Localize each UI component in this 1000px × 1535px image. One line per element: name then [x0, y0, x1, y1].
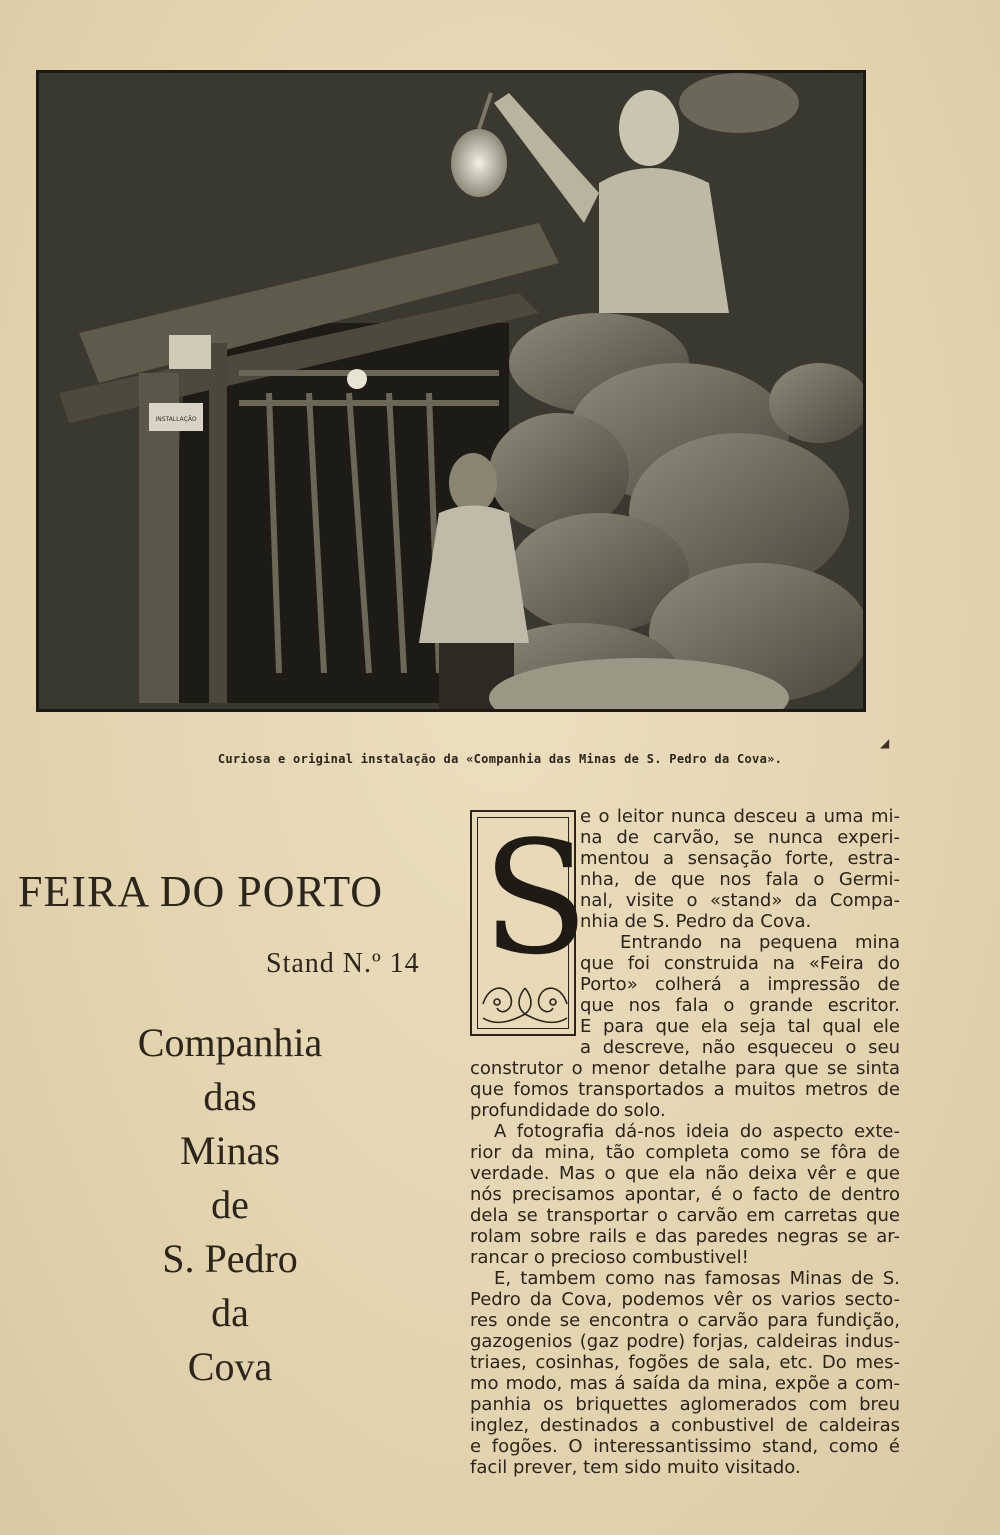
article-line: a descreve, não esqueceu o seu — [580, 1037, 900, 1058]
article-line: dela se transportar o carvão em carretas que — [470, 1205, 900, 1226]
article-line: E para que ela seja tal qual ele — [580, 1016, 900, 1037]
article-body — [470, 806, 900, 1478]
company-line: da — [211, 1290, 249, 1335]
company-line: S. Pedro — [162, 1236, 298, 1281]
article-line: panhia os briquettes aglomerados com breu — [470, 1394, 900, 1415]
article-line: e fogões. O interessantissimo stand, como é — [470, 1436, 900, 1457]
company-line: de — [211, 1182, 249, 1227]
article-line: nós precisamos apontar, é o facto de dentro — [470, 1184, 900, 1205]
page-title: FEIRA DO PORTO — [18, 867, 384, 916]
article-line: res onde se encontra o carvão para fundição, — [470, 1310, 900, 1331]
company-line: Companhia — [137, 1020, 323, 1065]
company-line: Minas — [180, 1128, 280, 1173]
article-line: e o leitor nunca desceu a uma mi- — [580, 806, 900, 827]
article-line: nha, de que nos fala o Germi- — [580, 869, 900, 890]
article-line: gazogenios (gaz podre) forjas, caldeiras indus- — [470, 1331, 900, 1352]
article-line: construtor o menor detalhe para que se sinta — [470, 1058, 900, 1079]
initial-letter: S — [482, 807, 589, 989]
article-line: que nos fala o grande escritor. — [580, 995, 900, 1016]
article-line: na de carvão, se nunca experi- — [580, 827, 900, 848]
article-line: rolam sobre rails e das paredes negras se ar- — [470, 1226, 900, 1247]
article-line: mentou a sensação forte, estra- — [580, 848, 900, 869]
company-name — [90, 1016, 370, 1394]
photo-sign-text: INSTALLAÇÃO — [155, 416, 197, 423]
article-line: nal, visite o «stand» da Compa- — [580, 890, 900, 911]
article-line: triaes, cosinhas, fogões de sala, etc. Do mes- — [470, 1352, 900, 1373]
stand-number: Stand N.º 14 — [266, 948, 420, 979]
article-line: rancar o precioso combustivel! — [470, 1247, 749, 1268]
article-line: profundidade do solo. — [470, 1100, 666, 1121]
article-line: E, tambem como nas famosas Minas de S. — [494, 1268, 900, 1289]
heading-column — [0, 0, 470, 1535]
article-line: Porto» colherá a impressão de — [580, 974, 900, 995]
article-line: rior da mina, tão completa como se fôra de — [470, 1142, 900, 1163]
article-line: Entrando na pequena mina — [620, 932, 900, 953]
article-line: verdade. Mas o que ela não deixa vêr e que — [470, 1163, 900, 1184]
article-line: mo modo, mas á saída da mina, expõe a com- — [470, 1373, 900, 1394]
article-line: que foi construida na «Feira do — [580, 953, 900, 974]
article-line: Pedro da Cova, podemos vêr os varios secto- — [470, 1289, 900, 1310]
article-line: A fotografia dá-nos ideia do aspecto exte- — [494, 1121, 900, 1142]
photo-caption: Curiosa e original instalação da «Companhia das Minas de S. Pedro da Cova». — [217, 752, 783, 766]
company-line: das — [203, 1074, 257, 1119]
article-line: que fomos transportados a muitos metros de — [470, 1079, 900, 1100]
article-line: facil prever, tem sido muito visitado. — [470, 1457, 801, 1478]
company-line: Cova — [187, 1344, 273, 1389]
article-line: nhia de S. Pedro da Cova. — [580, 911, 812, 932]
printer-mark: ◢ — [880, 736, 890, 750]
article-line: inglez, destinados a conbustivel de caldeiras — [470, 1415, 900, 1436]
